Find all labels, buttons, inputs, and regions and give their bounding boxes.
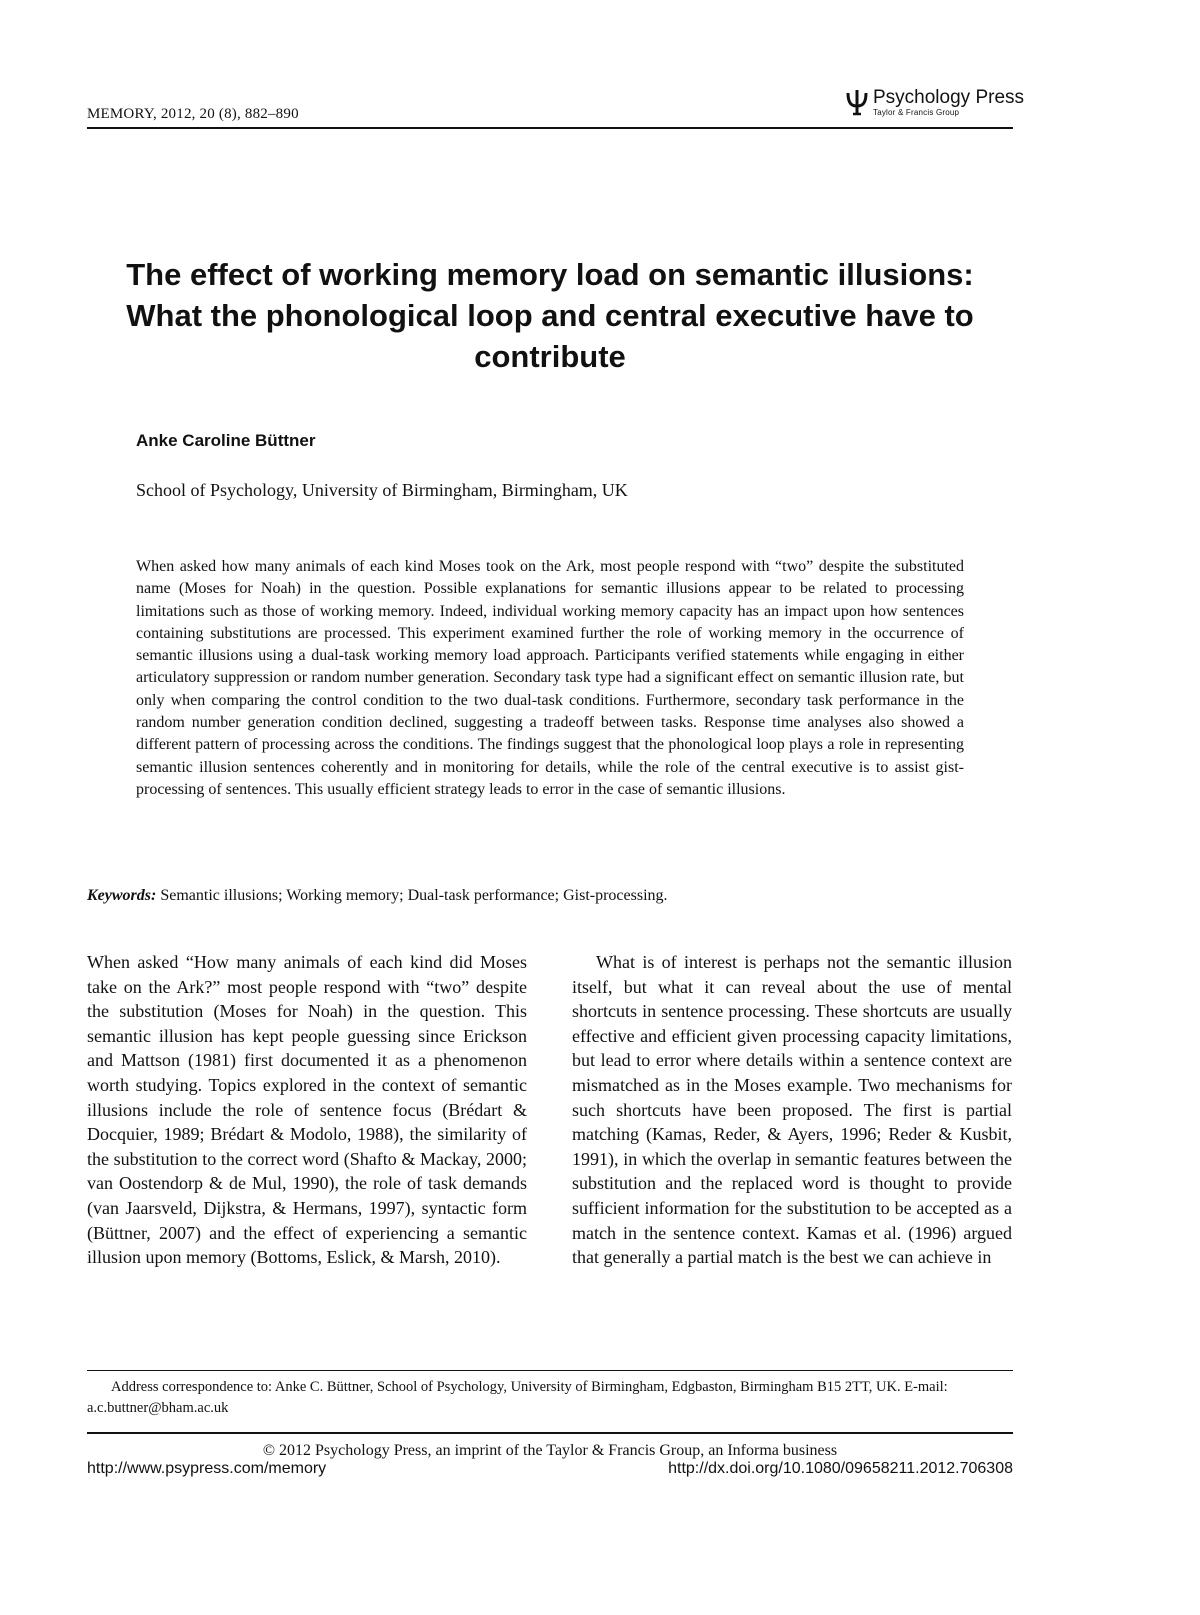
author-affiliation: School of Psychology, University of Birmingham, Birmingham, UK: [136, 480, 628, 500]
body-column-left: When asked “How many animals of each kind did Moses take on the Ark?” most people respond with “two” despite the substitution (Moses for Noah) in the question. This semantic illusion has kept people guessing since Erickson and Mattson (1981) first documented it as a phenomenon worth studying. Topics explored in the context of semantic illusions include the role of sentence focus (Brédart & Docquier, 1989; Brédart & Modolo, 1988), the similarity of the substitution to the correct word (Shafto & Mackay, 2000; van Oostendorp & de Mul, 1990), the role of task demands (van Jaarsveld, Dijkstra, & Hermans, 1997), syntactic form (Büttner, 2007) and the effect of experiencing a semantic illusion upon memory (Bottoms, Eslick, & Marsh, 2010).: [87, 952, 527, 1268]
article-title: The effect of working memory load on semantic illusions: What the phonological loop and central executive have to contribute: [126, 257, 974, 374]
journal-url-link[interactable]: http://www.psypress.com/memory: [87, 1460, 327, 1477]
journal-reference: MEMORY, 2012, 20 (8), 882–890: [87, 106, 299, 122]
psi-icon: [845, 88, 869, 116]
footer-divider: [87, 1432, 1013, 1434]
correspondence-footnote: Address correspondence to: Anke C. Büttner, School of Psychology, University of Birmingham, Edgbaston, Birmingham B15 2TT, UK. E-mail: a.c.buttner@bham.ac.uk: [87, 1379, 948, 1416]
footnote-divider: [87, 1370, 1013, 1371]
abstract: When asked how many animals of each kind Moses took on the Ark, most people respond with “two” despite the substituted name (Moses for Noah) in the question. Possible explanations for semantic illusions appear to be related to processing limitations such as those of working memory. Indeed, individual working memory capacity has an impact upon how sentences containing substitutions are processed. This experiment examined further the role of working memory in the occurrence of semantic illusions using a dual-task working memory load approach. Participants verified statements while engaging in either articulatory suppression or random number generation. Secondary task type had a significant effect on semantic illusion rate, but only when comparing the control condition to the two dual-task conditions. Furthermore, secondary task performance in the random number generation condition declined, suggesting a tradeoff between tasks. Response time analyses also showed a different pattern of processing across the conditions. The findings suggest that the phonological loop plays a role in representing semantic illusion sentences coherently and in monitoring for details, while the role of the central executive is to assist gist-processing of sentences. This usually efficient strategy leads to error in the case of semantic illusions.: [136, 558, 964, 798]
publisher-logo: [845, 88, 1024, 117]
doi-link[interactable]: http://dx.doi.org/10.1080/09658211.2012.706308: [668, 1460, 1013, 1477]
keywords-label: Keywords:: [87, 887, 157, 904]
keywords: [87, 887, 1013, 905]
publisher-subtitle: Taylor & Francis Group: [873, 108, 960, 117]
body-column-right: What is of interest is perhaps not the semantic illusion itself, but what it can reveal about the use of mental shortcuts in sentence processing. These shortcuts are usually effective and efficient given processing capacity limitations, but lead to error where details within a sentence context are mismatched as in the Moses example. Two mechanisms for such shortcuts have been proposed. The first is partial matching (Kamas, Reder, & Ayers, 1996; Reder & Kusbit, 1991), in which the overlap in semantic features between the substitution and the replaced word is thought to provide sufficient information for the substitution to be accepted as a match in the sentence context. Kamas et al. (1996) argued that generally a partial match is the best we can achieve in: [572, 952, 1012, 1268]
header-divider: [87, 127, 1013, 129]
keywords-list: Semantic illusions; Working memory; Dual-task performance; Gist-processing.: [156, 887, 668, 904]
publisher-name: Psychology Press: [873, 87, 1025, 108]
author-name: Anke Caroline Büttner: [136, 431, 316, 450]
copyright-notice: © 2012 Psychology Press, an imprint of the Taylor & Francis Group, an Informa business: [262, 1442, 838, 1459]
